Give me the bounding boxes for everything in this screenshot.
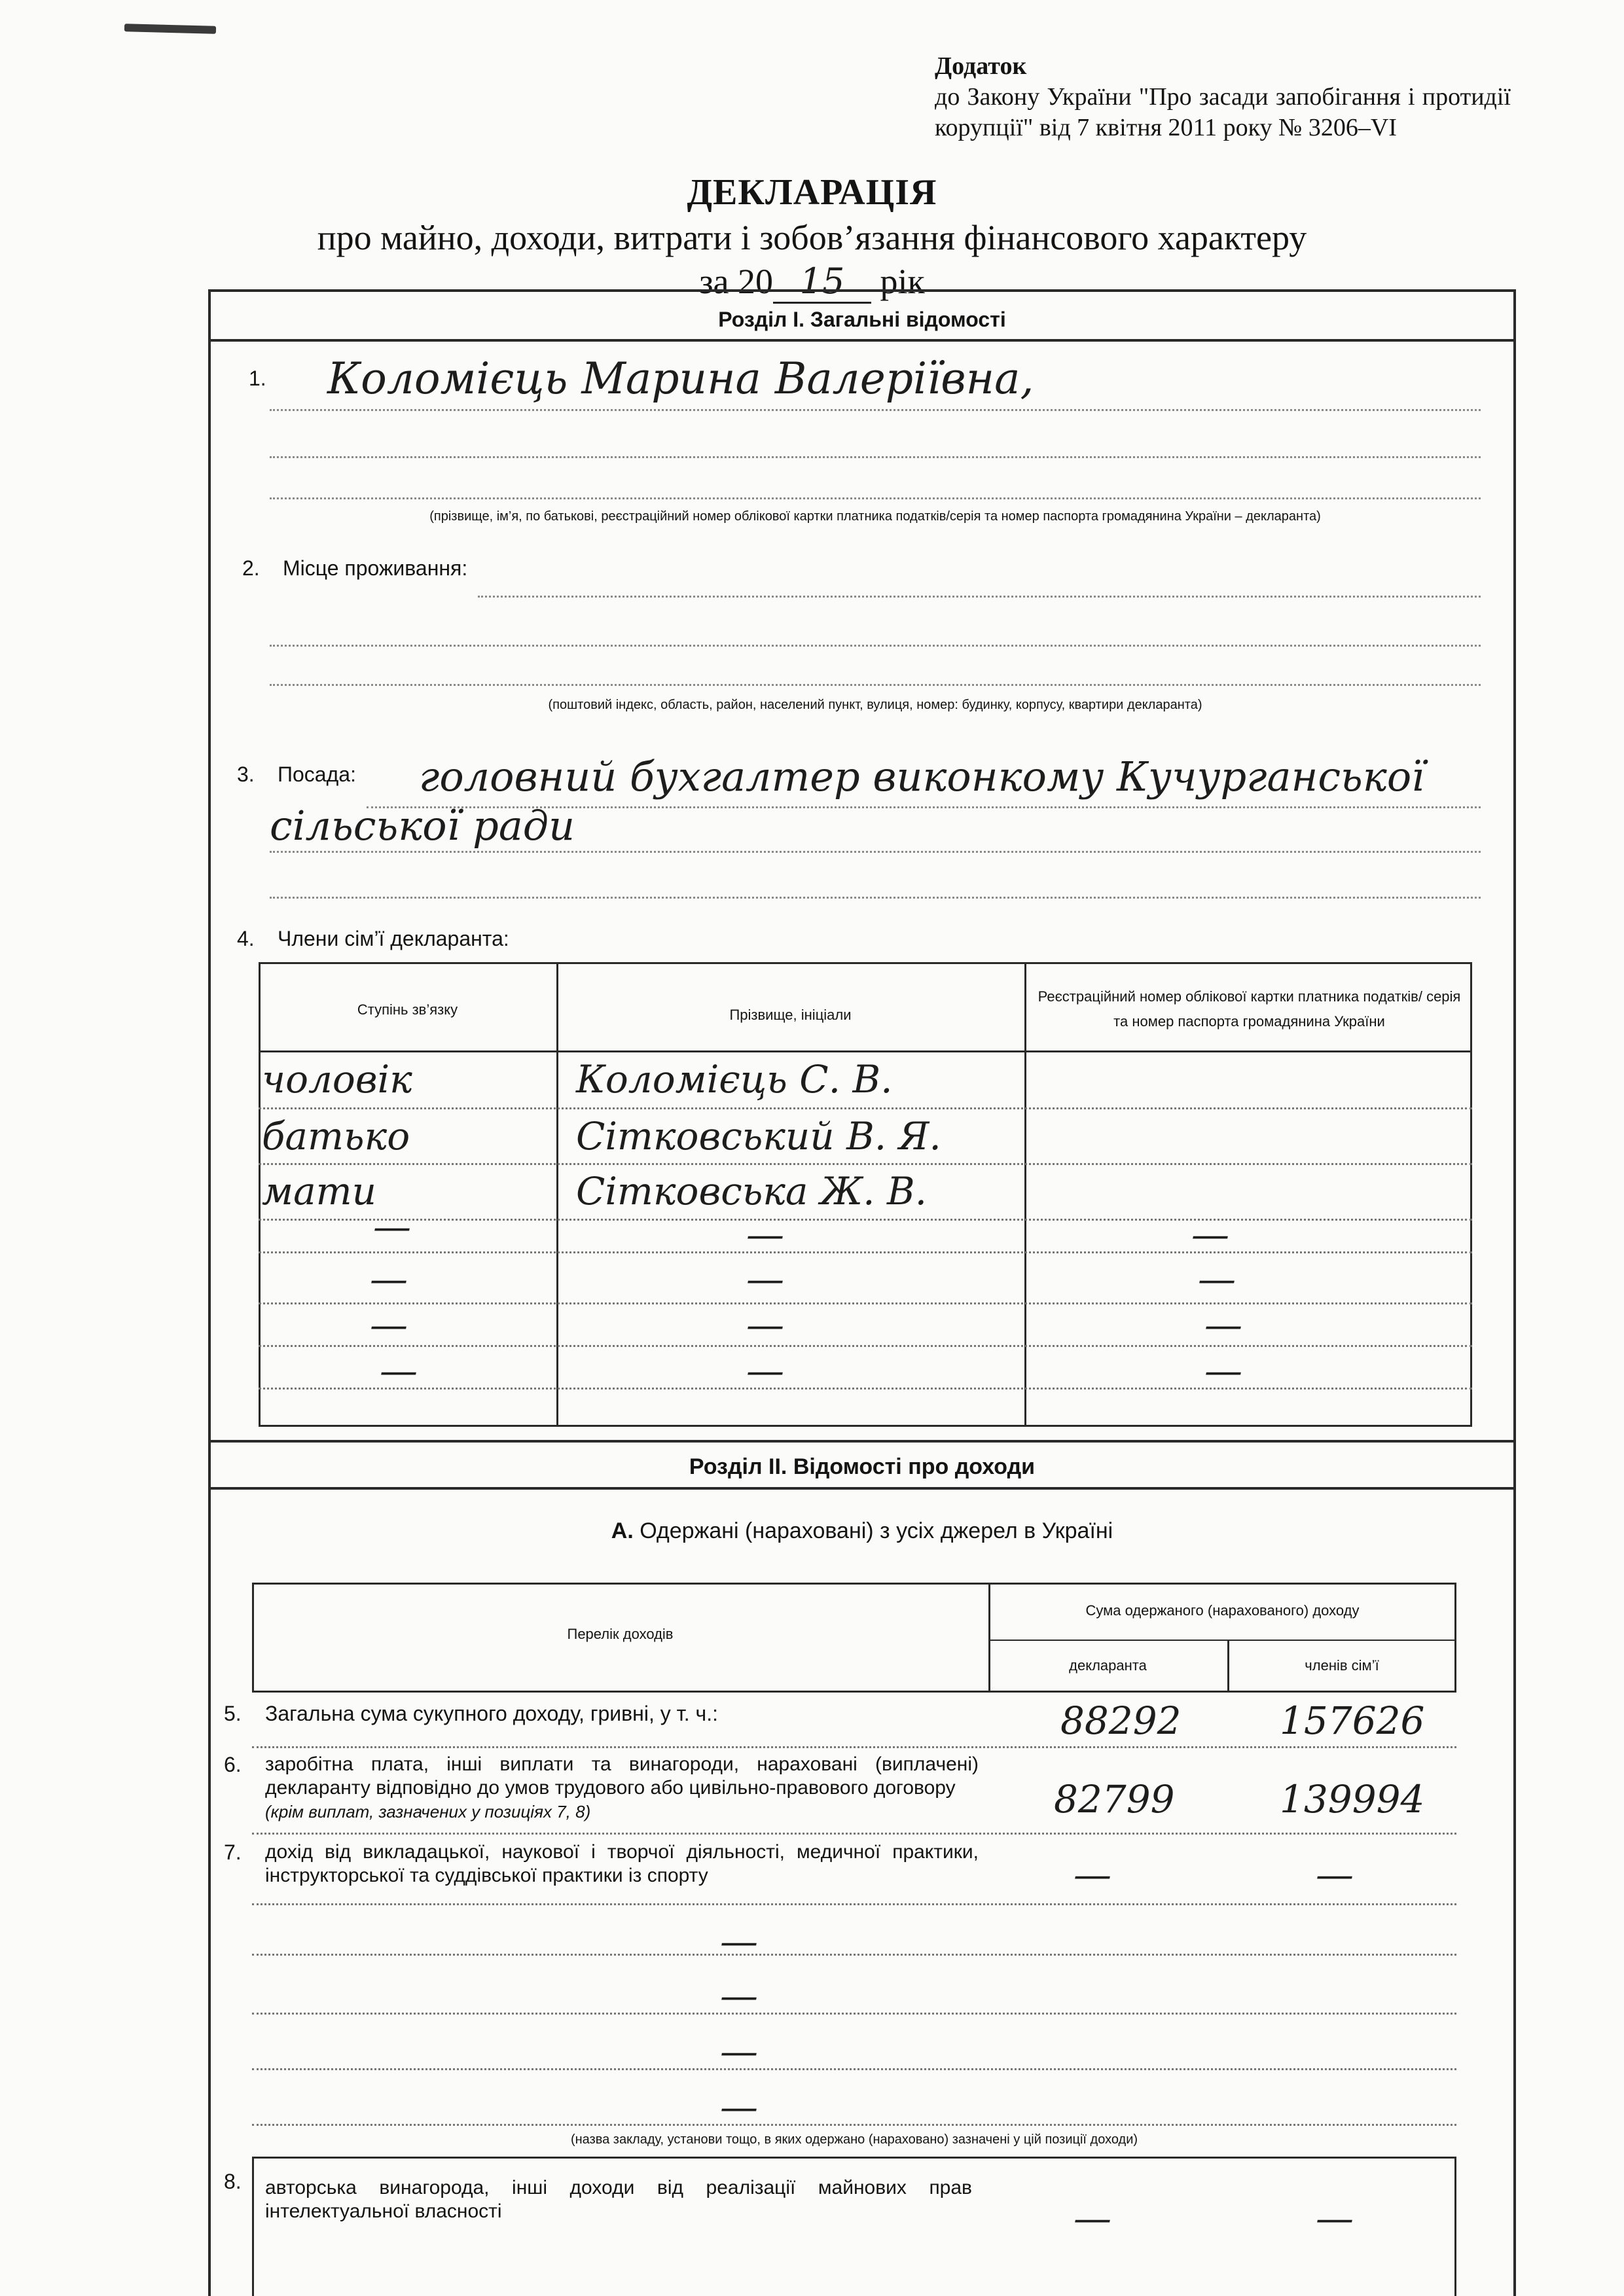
income-row-5-number: 5.: [224, 1702, 242, 1725]
income-header-divider-1: [988, 1583, 990, 1693]
income-row-8-number: 8.: [224, 2170, 242, 2193]
annex-header: [935, 51, 1511, 143]
field4-label: Члени сім’ї декларанта:: [278, 927, 509, 950]
family-row-5-name: —: [746, 1257, 784, 1301]
income-row-8-text: авторська винагорода, інші доходи від реалізації майнових прав інтелектуальної власності: [265, 2177, 972, 2222]
family-col-id-header-line2: та номер паспорта громадянина України: [1113, 1013, 1385, 1030]
field2-caption: (поштовий індекс, область, район, населений пункт, вулиця, номер: будинку, корпусу, квартири декларанта): [548, 698, 1202, 712]
annex-title: Додаток: [935, 52, 1027, 80]
income-row-8-declarant: —: [1074, 2196, 1111, 2240]
income-col-sum-header: Сума одержаного (нарахованого) доходу: [1085, 1602, 1360, 1619]
declaration-subtitle: про майно, доходи, витрати і зобов’язання фінансового характеру: [317, 218, 1307, 257]
field1-number: 1.: [249, 367, 266, 390]
income-row-7-sub-2: —: [720, 1973, 758, 2018]
family-row-7-relation: —: [380, 1348, 418, 1393]
income-row-5-family: 157626: [1280, 1698, 1425, 1743]
field1-line2: [270, 456, 1481, 458]
section1-divider: [208, 339, 1516, 342]
period-year: 15: [773, 260, 871, 304]
income-col-family-header: членів сім’ї: [1305, 1657, 1379, 1674]
income-row-line: [252, 1954, 1456, 1956]
section2-heading: Розділ II. Відомості про доходи: [689, 1454, 1036, 1479]
family-row-line: [259, 1302, 1472, 1304]
field2-line1: [478, 596, 1481, 598]
income-row-8-family: —: [1316, 2196, 1354, 2240]
family-row-6-name: —: [746, 1302, 784, 1347]
section2-top-divider: [208, 1440, 1516, 1443]
family-row-1-relation: чоловік: [262, 1057, 412, 1102]
field3-number: 3.: [237, 762, 255, 786]
family-row-4-name: —: [746, 1212, 784, 1257]
income-row-line: [252, 2013, 1456, 2015]
income-col-declarant-header: декларанта: [1069, 1657, 1147, 1674]
income-row-5-text: Загальна сума сукупного доходу, гривні, у т. ч.:: [265, 1702, 718, 1725]
income-row-line: [252, 1903, 1456, 1905]
family-row-5-relation: —: [370, 1257, 408, 1301]
income-row-7-declarant: —: [1074, 1852, 1111, 1897]
income-row-6-note: (крім виплат, зазначених у позиціях 7, 8): [265, 1802, 591, 1821]
family-row-4-id: —: [1191, 1212, 1229, 1257]
income-row-6-family: 139994: [1280, 1777, 1425, 1821]
income-row-line: [252, 1746, 1456, 1748]
family-row-line: [259, 1219, 1472, 1221]
family-col-divider-2: [1024, 962, 1026, 1427]
section1-heading: Розділ I. Загальні відомості: [718, 308, 1006, 331]
field2-label: Місце проживання:: [283, 556, 468, 580]
field2-number: 2.: [242, 556, 260, 580]
family-row-4-relation: —: [373, 1204, 411, 1249]
family-row-2-name: Сітковський В. Я.: [576, 1114, 941, 1158]
income-header-divider-2: [988, 1640, 1456, 1641]
family-row-3-relation: мати: [262, 1169, 377, 1213]
field1-line1: [270, 409, 1481, 411]
income-row-7-caption: (назва закладу, установи тощо, в яких одержано (нараховано) зазначені у цій позиції доходи): [570, 2132, 1138, 2147]
family-row-2-relation: батько: [262, 1114, 410, 1158]
field3-line2: [270, 851, 1481, 853]
family-col-divider-1: [556, 962, 558, 1427]
family-row-3-name: Сітковська Ж. В.: [576, 1169, 928, 1213]
family-row-line: [259, 1107, 1472, 1109]
family-col-id-header-line1: Реєстраційний номер облікової картки платника податків/ серія: [1038, 988, 1461, 1005]
field3-label: Посада:: [278, 762, 356, 786]
section2-subheading-letter: А.: [611, 1518, 634, 1543]
declaration-title: ДЕКЛАРАЦІЯ: [687, 172, 937, 213]
family-row-1-name: Коломієць С. В.: [576, 1057, 893, 1102]
field4-number: 4.: [237, 927, 255, 950]
income-row-5-declarant: 88292: [1060, 1698, 1182, 1743]
field2-line2: [270, 645, 1481, 647]
field3-value2: сільської ради: [270, 802, 575, 850]
period-prefix: за 20: [699, 262, 774, 301]
family-row-6-relation: —: [370, 1302, 408, 1347]
family-row-line: [259, 1345, 1472, 1347]
field1-line3: [270, 497, 1481, 499]
income-row-7-sub-3: —: [720, 2029, 758, 2073]
income-row-line: [252, 2124, 1456, 2126]
income-row-7-family: —: [1316, 1852, 1354, 1897]
staple-mark: [124, 24, 216, 34]
field3-value1: головний бухгалтер виконкому Кучурганської: [419, 753, 1424, 800]
family-row-6-id: —: [1204, 1302, 1242, 1347]
family-col-name-header: Прізвище, ініціали: [729, 1007, 852, 1023]
annex-text: до Закону України "Про засади запобігання і протидії корупції" від 7 квітня 2011 року № 3206–VI: [935, 83, 1511, 141]
income-row-7-sub-4: —: [720, 2085, 758, 2129]
field3-line3: [270, 897, 1481, 899]
section2-divider: [208, 1487, 1516, 1490]
family-col-id-header: [1026, 988, 1472, 1030]
income-row-6-text-block: [265, 1753, 979, 1823]
family-row-line: [259, 1163, 1472, 1165]
income-row-7-number: 7.: [224, 1840, 242, 1864]
family-header-divider: [259, 1050, 1472, 1052]
income-row-7-sub-1: —: [720, 1919, 758, 1964]
period-suffix: рік: [880, 262, 925, 301]
section2-subheading-text: Одержані (нараховані) з усіх джерел в Україні: [640, 1518, 1113, 1543]
income-row-6-text: заробітна плата, інші виплати та винагороди, нараховані (виплачені) декларанту відповідно до умов трудового або цивільно-правового договору: [265, 1753, 979, 1799]
field2-line3: [270, 684, 1481, 686]
section2-subheading: [208, 1518, 1516, 1544]
income-row-6-declarant: 82799: [1054, 1777, 1175, 1821]
family-row-7-id: —: [1204, 1348, 1242, 1393]
income-row-7-text: дохід від викладацької, наукової і творчої діяльності, медичної практики, інструкторської та суддівської практики із спорту: [265, 1841, 979, 1886]
field1-value: Коломієць Марина Валеріївна,: [327, 353, 1034, 404]
income-row-line: [252, 2068, 1456, 2070]
family-row-7-name: —: [746, 1348, 784, 1393]
family-row-line: [259, 1388, 1472, 1390]
field1-caption: (прізвище, ім’я, по батькові, реєстраційний номер облікової картки платника податків/серія та номер паспорта громадянина України – декларанта): [429, 509, 1321, 524]
income-col-list-header: Перелік доходів: [567, 1626, 674, 1642]
income-row-line: [252, 1833, 1456, 1835]
family-row-line: [259, 1251, 1472, 1253]
income-row-6-number: 6.: [224, 1753, 242, 1776]
family-row-5-id: —: [1198, 1257, 1236, 1301]
family-col-relation-header: Ступінь зв’язку: [357, 1001, 458, 1018]
